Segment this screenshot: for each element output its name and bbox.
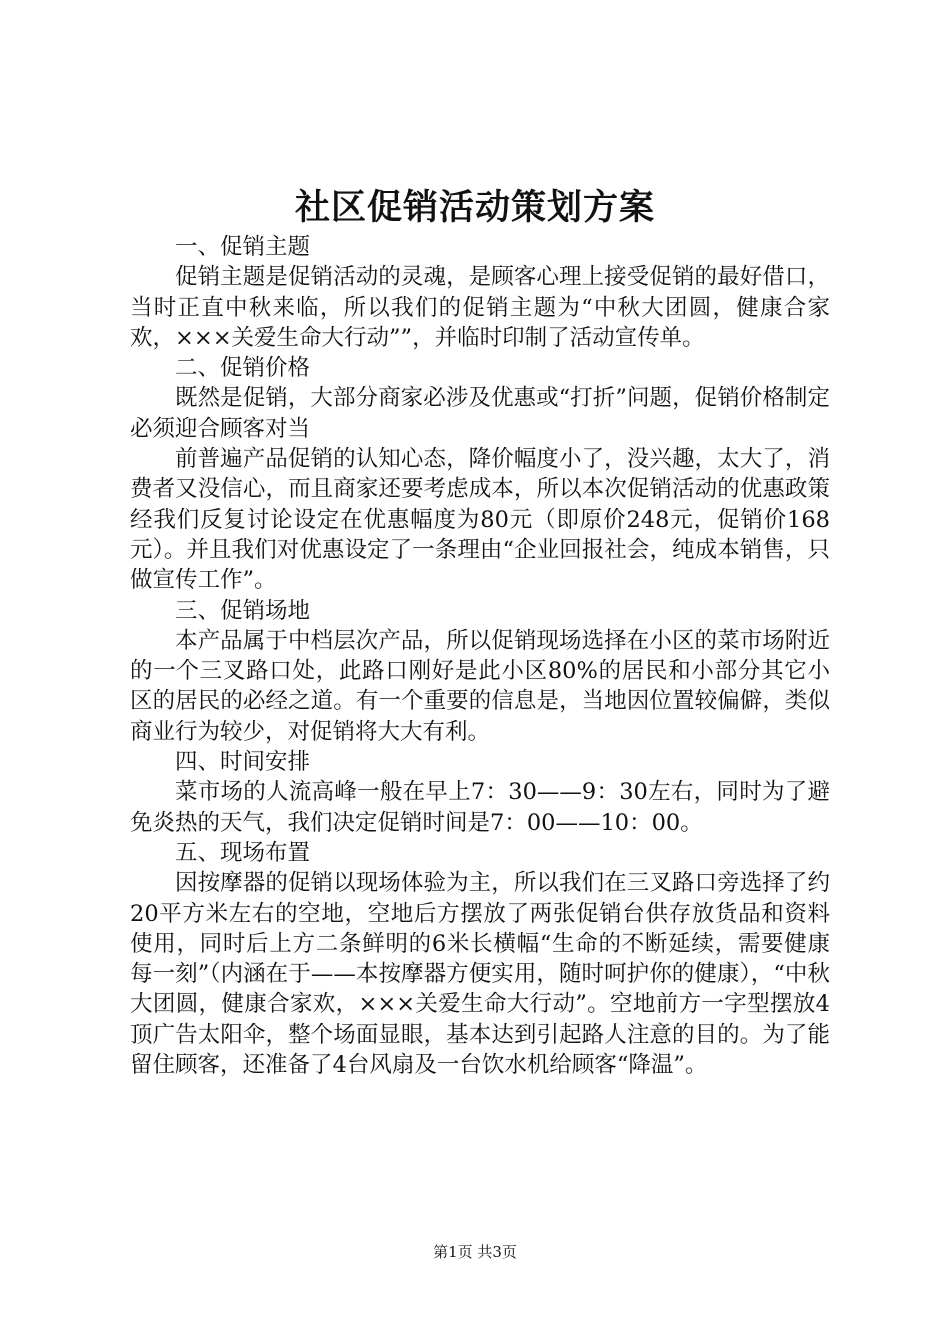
document-title: 社区促销活动策划方案 — [294, 187, 655, 228]
paragraph-venue: 本产品属于中档层次产品，所以促销现场选择在小区的菜市场附近的一个三叉路口处，此路口刚好是此小区80%的居民和小部分其它小区的居民的必经之道。有一个重要的信息是，当地因位置较偏僻，类似商业行为较少，对促销将大大有利。 — [130, 627, 830, 745]
page-footer: 第1页 共3页 — [433, 1243, 517, 1261]
paragraph-schedule: 菜市场的人流高峰一般在早上7：30——9：30左右，同时为了避免炎热的天气，我们决定促销时间是7：00——10：00。 — [130, 779, 830, 836]
paragraph-price-part2: 前普遍产品促销的认知心态，降价幅度小了，没兴趣，太大了，消费者又没信心，而且商家还要考虑成本，所以本次促销活动的优惠政策经我们反复讨论设定在优惠幅度为80元（即原价248元，促销价168元）。并且我们对优惠设定了一条理由“企业回报社会，纯成本销售，只做宣传工作”。 — [130, 446, 830, 594]
section-heading-price: 二、促销价格 — [175, 355, 311, 382]
section-heading-schedule: 四、时间安排 — [175, 749, 311, 776]
document-body — [130, 232, 830, 1080]
paragraph-theme: 促销主题是促销活动的灵魂，是顾客心理上接受促销的最好借口，当时正直中秋来临，所以我们的促销主题为“中秋大团圆，健康合家欢，×××关爱生命大行动””，并临时印制了活动宣传单。 — [130, 264, 830, 351]
section-heading-layout: 五、现场布置 — [175, 839, 311, 866]
paragraph-price-part1: 既然是促销，大部分商家必涉及优惠或“打折”问题，促销价格制定必须迎合顾客对当 — [130, 385, 830, 442]
section-heading-venue: 三、促销场地 — [175, 597, 311, 624]
section-heading-theme: 一、促销主题 — [175, 234, 311, 260]
paragraph-layout: 因按摩器的促销以现场体验为主，所以我们在三叉路口旁选择了约20平方米左右的空地，空地后方摆放了两张促销台供存放货品和资料使用，同时后上方二条鲜明的6米长横幅“生命的不断延续，需要健康每一刻”（内涵在于——本按摩器方便实用，随时呵护你的健康），“中秋大团圆，健康合家欢，×××关爱生命大行动”。空地前方一字型摆放4顶广告太阳伞，整个场面显眼，基本达到引起路人注意的目的。为了能留住顾客，还准备了4台风扇及一台饮水机给顾客“降温”。 — [130, 870, 830, 1079]
